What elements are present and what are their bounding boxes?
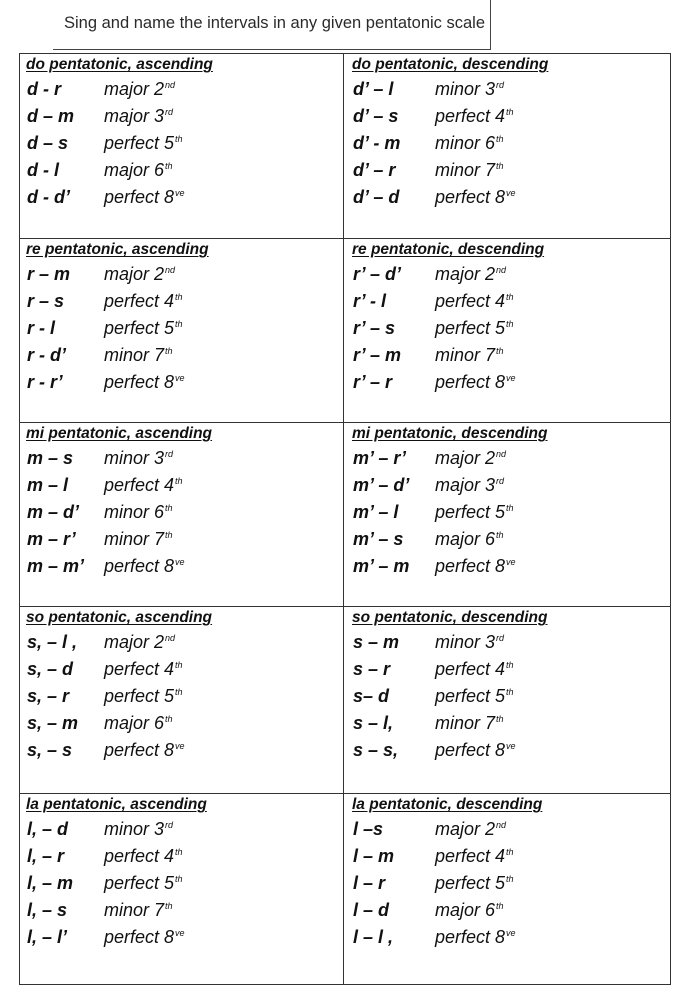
interval-quality: perfect 4 (104, 291, 175, 311)
interval-name (104, 291, 183, 312)
interval-quality: perfect 5 (435, 502, 506, 522)
descending-cell (343, 606, 672, 793)
interval-name (435, 318, 514, 339)
interval-name (104, 927, 185, 948)
interval-name (435, 873, 514, 894)
section-heading: mi pentatonic, descending (352, 425, 548, 442)
interval-quality: major 6 (435, 900, 496, 920)
interval-name (435, 632, 504, 653)
solfege-pair: s, – l , (27, 632, 78, 652)
ordinal-suffix: rd (165, 107, 174, 117)
ordinal-suffix: nd (165, 265, 176, 275)
ordinal-suffix: th (496, 714, 504, 724)
interval-quality: perfect 4 (435, 106, 506, 126)
ordinal-suffix: th (496, 134, 504, 144)
solfege-pair: r’ - l (353, 291, 387, 311)
ordinal-suffix: nd (496, 449, 507, 459)
interval-name (435, 106, 514, 127)
section-heading: re pentatonic, ascending (26, 241, 209, 258)
interval-name (104, 846, 183, 867)
interval-name (104, 713, 173, 734)
interval-quality: perfect 5 (104, 686, 175, 706)
ordinal-suffix: nd (496, 265, 507, 275)
interval-name (435, 133, 504, 154)
ascending-cell (20, 606, 343, 793)
interval-name (435, 475, 504, 496)
interval-quality: perfect 5 (104, 873, 175, 893)
interval-quality: perfect 8 (435, 556, 506, 576)
solfege-pair: r - r’ (27, 372, 63, 392)
interval-quality: minor 7 (435, 160, 496, 180)
solfege-pair: m – l (27, 475, 69, 495)
solfege-pair: r’ – m (353, 345, 402, 365)
section-heading: so pentatonic, descending (352, 609, 548, 626)
descending-cell (343, 53, 672, 238)
ordinal-suffix: ve (175, 741, 185, 751)
interval-name (104, 133, 183, 154)
interval-quality: minor 6 (104, 502, 165, 522)
interval-quality: major 2 (104, 264, 165, 284)
interval-quality: perfect 5 (435, 318, 506, 338)
ordinal-suffix: th (175, 687, 183, 697)
interval-quality: perfect 4 (435, 846, 506, 866)
interval-quality: perfect 8 (104, 927, 175, 947)
ordinal-suffix: nd (165, 633, 176, 643)
solfege-pair: s, – d (27, 659, 74, 679)
ordinal-suffix: th (175, 476, 183, 486)
interval-quality: perfect 4 (104, 659, 175, 679)
ordinal-suffix: rd (496, 476, 505, 486)
solfege-pair: s – m (353, 632, 400, 652)
interval-quality: minor 3 (435, 79, 496, 99)
interval-table (19, 53, 671, 985)
interval-name (104, 659, 183, 680)
interval-name (435, 187, 516, 208)
ascending-cell (20, 422, 343, 606)
interval-name (104, 79, 175, 100)
solfege-pair: s – r (353, 659, 391, 679)
ordinal-suffix: th (175, 319, 183, 329)
ordinal-suffix: nd (165, 80, 176, 90)
solfege-pair: r’ – d’ (353, 264, 402, 284)
solfege-pair: r – s (27, 291, 65, 311)
ordinal-suffix: ve (175, 928, 185, 938)
descending-cell (343, 793, 672, 985)
solfege-pair: l, – l’ (27, 927, 68, 947)
ordinal-suffix: ve (175, 557, 185, 567)
ordinal-suffix: ve (506, 188, 516, 198)
solfege-pair: d’ – d (353, 187, 400, 207)
solfege-pair: m – r’ (27, 529, 76, 549)
ordinal-suffix: th (506, 660, 514, 670)
interval-quality: major 2 (104, 632, 165, 652)
solfege-pair: m’ – r’ (353, 448, 407, 468)
interval-name (104, 686, 183, 707)
interval-name (104, 106, 173, 127)
solfege-pair: l, – s (27, 900, 68, 920)
interval-name (104, 160, 173, 181)
solfege-pair: d – s (27, 133, 69, 153)
interval-name (104, 632, 175, 653)
solfege-pair: s – s, (353, 740, 399, 760)
ordinal-suffix: th (496, 530, 504, 540)
solfege-pair: l – l , (353, 927, 394, 947)
interval-quality: perfect 5 (104, 133, 175, 153)
solfege-pair: r’ – s (353, 318, 396, 338)
interval-quality: perfect 8 (104, 740, 175, 760)
solfege-pair: d - r (27, 79, 61, 99)
section-heading: mi pentatonic, ascending (26, 425, 213, 442)
ordinal-suffix: th (165, 901, 173, 911)
solfege-pair: r – m (27, 264, 71, 284)
ordinal-suffix: th (506, 292, 514, 302)
interval-name (104, 448, 173, 469)
interval-quality: major 2 (435, 448, 496, 468)
interval-quality: perfect 4 (104, 846, 175, 866)
interval-name (435, 79, 504, 100)
solfege-pair: s – l, (353, 713, 394, 733)
interval-name (435, 529, 504, 550)
interval-name (104, 502, 173, 523)
interval-quality: perfect 4 (435, 291, 506, 311)
interval-name (435, 819, 506, 840)
solfege-pair: m’ – l (353, 502, 399, 522)
interval-quality: perfect 8 (104, 372, 175, 392)
interval-quality: minor 7 (435, 713, 496, 733)
section-heading: do pentatonic, descending (352, 56, 549, 73)
ordinal-suffix: th (175, 134, 183, 144)
ordinal-suffix: rd (165, 820, 174, 830)
interval-quality: perfect 8 (435, 740, 506, 760)
interval-quality: perfect 5 (435, 873, 506, 893)
ordinal-suffix: ve (175, 188, 185, 198)
interval-quality: minor 7 (435, 345, 496, 365)
ordinal-suffix: ve (506, 557, 516, 567)
solfege-pair: s, – s (27, 740, 73, 760)
interval-quality: minor 6 (435, 133, 496, 153)
ordinal-suffix: th (506, 107, 514, 117)
section-heading: la pentatonic, descending (352, 796, 543, 813)
ascending-cell (20, 53, 343, 238)
solfege-pair: m – d’ (27, 502, 80, 522)
solfege-pair: r - l (27, 318, 56, 338)
section-heading: so pentatonic, ascending (26, 609, 213, 626)
interval-quality: minor 3 (104, 819, 165, 839)
ordinal-suffix: th (506, 687, 514, 697)
section-heading: re pentatonic, descending (352, 241, 545, 258)
interval-name (435, 556, 516, 577)
ordinal-suffix: rd (496, 80, 505, 90)
ordinal-suffix: ve (506, 928, 516, 938)
ordinal-suffix: th (496, 901, 504, 911)
solfege-pair: l –s (353, 819, 384, 839)
solfege-pair: l, – d (27, 819, 69, 839)
ascending-cell (20, 238, 343, 422)
solfege-pair: m’ – d’ (353, 475, 410, 495)
solfege-pair: d’ – l (353, 79, 394, 99)
interval-name (104, 187, 185, 208)
ascending-cell (20, 793, 343, 985)
interval-quality: perfect 8 (104, 556, 175, 576)
section-heading: la pentatonic, ascending (26, 796, 207, 813)
ordinal-suffix: th (165, 346, 173, 356)
interval-name (435, 448, 506, 469)
interval-name (104, 345, 173, 366)
interval-quality: major 2 (104, 79, 165, 99)
solfege-pair: r - d’ (27, 345, 66, 365)
ordinal-suffix: ve (175, 373, 185, 383)
interval-name (104, 900, 173, 921)
section-heading: do pentatonic, ascending (26, 56, 213, 73)
interval-name (104, 740, 185, 761)
interval-name (435, 160, 504, 181)
interval-name (435, 264, 506, 285)
solfege-pair: l – d (353, 900, 390, 920)
descending-cell (343, 238, 672, 422)
interval-quality: major 6 (435, 529, 496, 549)
interval-quality: minor 7 (104, 900, 165, 920)
interval-quality: minor 7 (104, 345, 165, 365)
interval-quality: perfect 4 (435, 659, 506, 679)
solfege-pair: d’ – s (353, 106, 399, 126)
solfege-pair: l, – r (27, 846, 65, 866)
solfege-pair: l – r (353, 873, 386, 893)
ordinal-suffix: th (506, 503, 514, 513)
interval-name (104, 475, 183, 496)
interval-name (435, 686, 514, 707)
solfege-pair: m – s (27, 448, 74, 468)
interval-quality: major 2 (435, 819, 496, 839)
solfege-pair: d – m (27, 106, 75, 126)
solfege-pair: m’ – s (353, 529, 404, 549)
interval-name (435, 713, 504, 734)
interval-quality: minor 3 (435, 632, 496, 652)
interval-quality: perfect 8 (435, 927, 506, 947)
ordinal-suffix: th (506, 319, 514, 329)
ordinal-suffix: nd (496, 820, 507, 830)
ordinal-suffix: th (506, 874, 514, 884)
solfege-pair: s, – m (27, 713, 79, 733)
ordinal-suffix: ve (506, 373, 516, 383)
interval-quality: major 2 (435, 264, 496, 284)
interval-quality: perfect 8 (104, 187, 175, 207)
ordinal-suffix: th (165, 161, 173, 171)
interval-name (435, 659, 514, 680)
ordinal-suffix: th (175, 847, 183, 857)
solfege-pair: m’ – m (353, 556, 410, 576)
ordinal-suffix: th (175, 874, 183, 884)
interval-name (435, 291, 514, 312)
interval-quality: major 3 (435, 475, 496, 495)
interval-name (104, 372, 185, 393)
interval-name (104, 264, 175, 285)
ordinal-suffix: ve (506, 741, 516, 751)
ordinal-suffix: th (175, 292, 183, 302)
interval-name (435, 345, 504, 366)
solfege-pair: l – m (353, 846, 395, 866)
interval-name (435, 846, 514, 867)
interval-quality: minor 7 (104, 529, 165, 549)
interval-name (435, 740, 516, 761)
interval-quality: perfect 4 (104, 475, 175, 495)
solfege-pair: s, – r (27, 686, 70, 706)
ordinal-suffix: th (165, 714, 173, 724)
interval-name (104, 556, 185, 577)
descending-cell (343, 422, 672, 606)
interval-name (435, 927, 516, 948)
ordinal-suffix: th (506, 847, 514, 857)
ordinal-suffix: th (496, 161, 504, 171)
solfege-pair: d - d’ (27, 187, 70, 207)
solfege-pair: m – m’ (27, 556, 85, 576)
solfege-pair: r’ – r (353, 372, 393, 392)
solfege-pair: l, – m (27, 873, 74, 893)
interval-name (104, 873, 183, 894)
ordinal-suffix: th (175, 660, 183, 670)
ordinal-suffix: rd (165, 449, 174, 459)
ordinal-suffix: th (496, 346, 504, 356)
interval-quality: minor 3 (104, 448, 165, 468)
interval-quality: perfect 5 (104, 318, 175, 338)
interval-name (435, 900, 504, 921)
ordinal-suffix: th (165, 503, 173, 513)
solfege-pair: d’ - m (353, 133, 401, 153)
interval-quality: major 6 (104, 160, 165, 180)
solfege-pair: d - l (27, 160, 59, 180)
interval-name (435, 502, 514, 523)
ordinal-suffix: th (165, 530, 173, 540)
interval-name (104, 529, 173, 550)
interval-quality: major 3 (104, 106, 165, 126)
interval-name (104, 318, 183, 339)
ordinal-suffix: rd (496, 633, 505, 643)
page-title: Sing and name the intervals in any given pentatonic scale (64, 14, 486, 32)
interval-quality: perfect 8 (435, 372, 506, 392)
interval-name (435, 372, 516, 393)
interval-quality: perfect 5 (435, 686, 506, 706)
interval-name (104, 819, 173, 840)
solfege-pair: s– d (353, 686, 390, 706)
interval-quality: major 6 (104, 713, 165, 733)
solfege-pair: d’ – r (353, 160, 396, 180)
interval-quality: perfect 8 (435, 187, 506, 207)
